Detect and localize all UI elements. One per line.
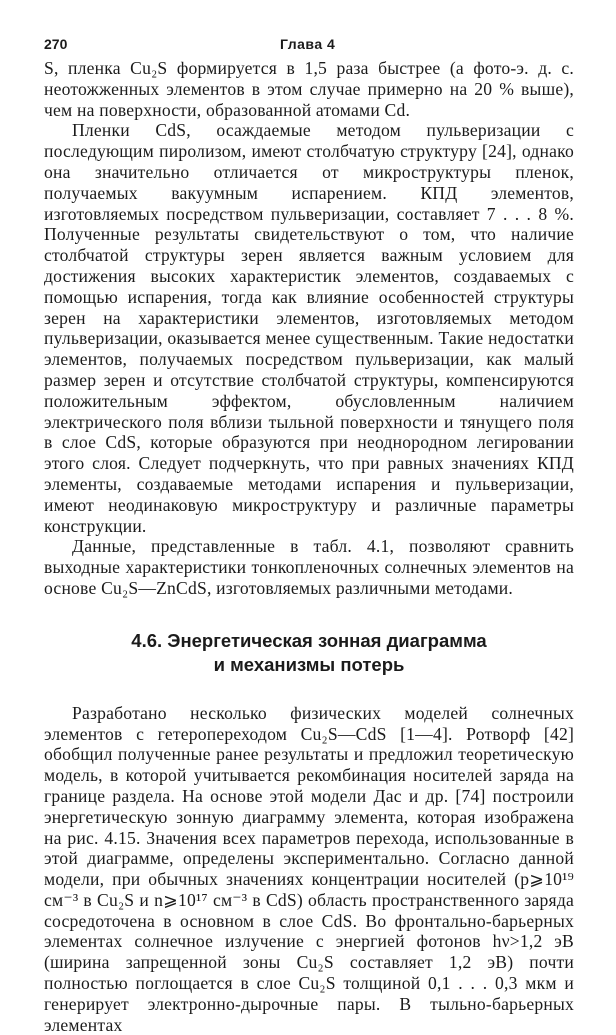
paragraph-continued: S, пленка Cu₂S формируется в 1,5 раза быстрее (а фото-э. д. с. неотожженных элементов в этом случае примерно на 20 % выше), чем на поверхности, образованной атомами Cd.: [44, 58, 574, 120]
section-heading-line-1: 4.6. Энергетическая зонная диаграмма: [131, 629, 487, 651]
paragraph-physical-models: Разработано несколько физических моделей солнечных элементов с гетеропереходом Cu₂S—CdS [1—4]. Ротворф [42] обобщил полученные ранее результаты и предложил теоретическую модель, в которой учитывается рекомбинация носителей заряда на границе раздела. На основе этой модели Дас и др. [74] построили энергетическую зонную диаграмму элемента, которая изображена на рис. 4.15. Значения всех параметров перехода, использованные в этой диаграмме, определены экспериментально. Согласно данной модели, при обычных значениях концентрации носителей (p⩾10¹⁹ см⁻³ в Cu₂S и n⩾10¹⁷ см⁻³ в CdS) область пространственного заряда сосредоточена в основном в слое CdS. Во фронтально-барьерных элементах солнечное излучение с энергией фотонов hν>1,2 эВ (ширина запрещенной зоны Cu₂S составляет 1,2 эВ) почти полностью поглощается в слое Cu₂S толщиной 0,1 . . . 0,3 мкм и генерирует электронно-дырочные пары. В тыльно-барьерных элементах: [44, 702, 574, 1035]
body-text: [44, 58, 574, 1035]
paragraph-table-reference: Данные, представленные в табл. 4.1, позволяют сравнить выходные характеристики тонкопленочных солнечных элементов на основе Cu₂S—ZnCdS, изготовляемых различными методами.: [44, 536, 574, 598]
running-head: [44, 36, 574, 58]
paragraph-cds-pyrolysis: Пленки CdS, осаждаемые методом пульверизации с последующим пиролизом, имеют столбчатую структуру [24], однако она значительно отличается от микроструктуры пленок, получаемых вакуумным испарением. КПД элементов, изготовляемых посредством пульверизации, составляет 7 . . . 8 %. Полученные результаты свидетельствуют о том, что наличие столбчатой структуры зерен является важным условием для достижения высоких характеристик элементов, создаваемых с помощью испарения, тогда как влияние особенностей структуры зерен на характеристики элементов, изготовляемых методом пульверизации, оказывается менее существенным. Такие недостатки элементов, получаемых посредством пульверизации, как малый размер зерен и отсутствие столбчатой структуры, компенсируются положительным эффектом, обусловленным наличием электрического поля вблизи тыльной поверхности и тянущего поля в слое CdS, которые образуются при неоднородном легировании этого слоя. Следует подчеркнуть, что при равных значениях КПД элементы, создаваемые методами испарения и пульверизации, имеют неодинаковую микроструктуру и различные параметры конструкции.: [44, 120, 574, 536]
book-page: [44, 36, 574, 1035]
section-heading-line-2: и механизмы потерь: [213, 653, 405, 675]
page-number: 270: [44, 36, 68, 52]
chapter-label: Глава 4: [280, 36, 336, 52]
section-heading: [44, 629, 574, 677]
